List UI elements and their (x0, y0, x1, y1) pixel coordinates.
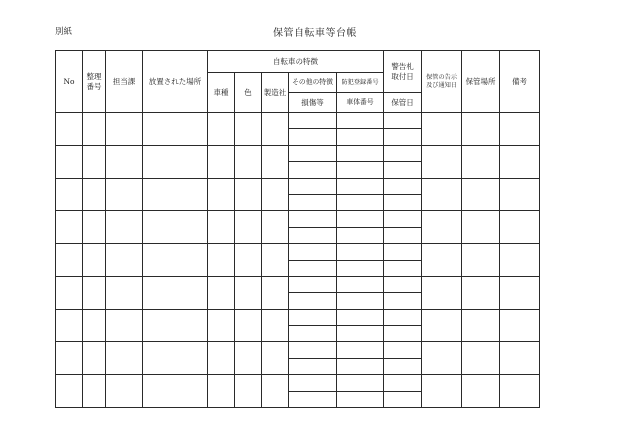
ledger-body (56, 113, 540, 408)
cell-iro[interactable] (235, 342, 262, 375)
cell-keikokufuda[interactable] (384, 276, 422, 292)
cell-shashu[interactable] (208, 244, 235, 277)
cell-bohan-toroku[interactable] (337, 244, 384, 260)
cell-keikokufuda[interactable] (384, 113, 422, 129)
cell-sonsho[interactable] (289, 227, 337, 243)
cell-kokuji[interactable] (422, 375, 462, 408)
cell-shashu[interactable] (208, 309, 235, 342)
cell-tantoka[interactable] (106, 178, 143, 211)
cell-bohan-toroku[interactable] (337, 145, 384, 161)
cell-iro[interactable] (235, 211, 262, 244)
cell-iro[interactable] (235, 276, 262, 309)
cell-seizosha[interactable] (262, 342, 289, 375)
cell-seiri-bango[interactable] (83, 211, 106, 244)
cell-seizosha[interactable] (262, 113, 289, 146)
cell-shatai-bango[interactable] (337, 129, 384, 145)
cell-no[interactable] (56, 342, 83, 375)
cell-bohan-toroku[interactable] (337, 375, 384, 391)
cell-hokan-basho[interactable] (462, 375, 500, 408)
ledger-header (56, 51, 540, 113)
cell-hochi-basho[interactable] (143, 342, 208, 375)
cell-seiri-bango[interactable] (83, 309, 106, 342)
cell-hochi-basho[interactable] (143, 145, 208, 178)
cell-iro[interactable] (235, 244, 262, 277)
header-hokan-basho: 保管場所 (462, 51, 500, 113)
cell-hokanbi[interactable] (384, 326, 422, 342)
cell-shashu[interactable] (208, 113, 235, 146)
cell-bohan-toroku[interactable] (337, 178, 384, 194)
cell-seizosha[interactable] (262, 211, 289, 244)
header-no: No (56, 51, 83, 113)
table-row (56, 309, 540, 325)
cell-bohan-toroku[interactable] (337, 113, 384, 129)
cell-shatai-bango[interactable] (337, 326, 384, 342)
cell-biko[interactable] (500, 309, 540, 342)
cell-hokan-basho[interactable] (462, 342, 500, 375)
table-row (56, 244, 540, 260)
cell-sonota-tokucho[interactable] (289, 211, 337, 227)
cell-biko[interactable] (500, 375, 540, 408)
cell-seizosha[interactable] (262, 178, 289, 211)
cell-biko[interactable] (500, 113, 540, 146)
cell-seizosha[interactable] (262, 244, 289, 277)
cell-kokuji[interactable] (422, 244, 462, 277)
cell-bohan-toroku[interactable] (337, 211, 384, 227)
cell-sonota-tokucho[interactable] (289, 375, 337, 391)
cell-sonota-tokucho[interactable] (289, 244, 337, 260)
header-hokanbi: 保管日 (384, 93, 422, 113)
table-row (56, 211, 540, 227)
cell-tantoka[interactable] (106, 309, 143, 342)
cell-biko[interactable] (500, 276, 540, 309)
cell-hochi-basho[interactable] (143, 375, 208, 408)
cell-hochi-basho[interactable] (143, 244, 208, 277)
header-iro: 色 (235, 73, 262, 113)
cell-shatai-bango[interactable] (337, 358, 384, 374)
table-row (56, 276, 540, 292)
cell-hokanbi[interactable] (384, 129, 422, 145)
cell-iro[interactable] (235, 375, 262, 408)
cell-no[interactable] (56, 309, 83, 342)
cell-kokuji[interactable] (422, 145, 462, 178)
cell-shatai-bango[interactable] (337, 162, 384, 178)
header-hochi-basho: 放置された場所 (143, 51, 208, 113)
cell-keikokufuda[interactable] (384, 309, 422, 325)
bicycle-storage-ledger-table (55, 50, 540, 408)
cell-shatai-bango[interactable] (337, 194, 384, 210)
cell-hokanbi[interactable] (384, 227, 422, 243)
cell-hokan-basho[interactable] (462, 276, 500, 309)
cell-seizosha[interactable] (262, 309, 289, 342)
cell-sonota-tokucho[interactable] (289, 113, 337, 129)
cell-hokan-basho[interactable] (462, 309, 500, 342)
cell-biko[interactable] (500, 211, 540, 244)
table-row (56, 145, 540, 161)
cell-shashu[interactable] (208, 342, 235, 375)
cell-biko[interactable] (500, 145, 540, 178)
cell-biko[interactable] (500, 244, 540, 277)
cell-seizosha[interactable] (262, 375, 289, 408)
cell-sonsho[interactable] (289, 162, 337, 178)
cell-sonota-tokucho[interactable] (289, 309, 337, 325)
cell-sonsho[interactable] (289, 129, 337, 145)
cell-sonsho[interactable] (289, 391, 337, 407)
cell-hochi-basho[interactable] (143, 178, 208, 211)
cell-no[interactable] (56, 113, 83, 146)
cell-seiri-bango[interactable] (83, 145, 106, 178)
cell-keikokufuda[interactable] (384, 342, 422, 358)
cell-hokanbi[interactable] (384, 162, 422, 178)
header-biko: 備考 (500, 51, 540, 113)
cell-shashu[interactable] (208, 375, 235, 408)
cell-hokan-basho[interactable] (462, 211, 500, 244)
cell-keikokufuda[interactable] (384, 178, 422, 194)
cell-iro[interactable] (235, 145, 262, 178)
cell-keikokufuda[interactable] (384, 145, 422, 161)
cell-iro[interactable] (235, 178, 262, 211)
cell-hokan-basho[interactable] (462, 145, 500, 178)
cell-bohan-toroku[interactable] (337, 309, 384, 325)
cell-keikokufuda[interactable] (384, 211, 422, 227)
cell-keikokufuda[interactable] (384, 244, 422, 260)
table-row (56, 342, 540, 358)
cell-hochi-basho[interactable] (143, 309, 208, 342)
cell-tantoka[interactable] (106, 145, 143, 178)
cell-hokan-basho[interactable] (462, 113, 500, 146)
cell-sonsho[interactable] (289, 358, 337, 374)
cell-hokanbi[interactable] (384, 391, 422, 407)
cell-kokuji[interactable] (422, 276, 462, 309)
cell-no[interactable] (56, 178, 83, 211)
cell-biko[interactable] (500, 178, 540, 211)
cell-hokanbi[interactable] (384, 260, 422, 276)
cell-seiri-bango[interactable] (83, 342, 106, 375)
header-bicycle-features: 自転車の特徴 (208, 51, 384, 73)
cell-seiri-bango[interactable] (83, 276, 106, 309)
cell-kokuji[interactable] (422, 113, 462, 146)
cell-seizosha[interactable] (262, 145, 289, 178)
cell-shatai-bango[interactable] (337, 391, 384, 407)
cell-sonota-tokucho[interactable] (289, 276, 337, 292)
cell-hokanbi[interactable] (384, 293, 422, 309)
cell-sonsho[interactable] (289, 326, 337, 342)
cell-no[interactable] (56, 375, 83, 408)
cell-tantoka[interactable] (106, 113, 143, 146)
table-row (56, 375, 540, 391)
cell-kokuji[interactable] (422, 211, 462, 244)
cell-shashu[interactable] (208, 145, 235, 178)
cell-kokuji[interactable] (422, 178, 462, 211)
cell-seiri-bango[interactable] (83, 113, 106, 146)
header-tantoka: 担当課 (106, 51, 143, 113)
cell-hokan-basho[interactable] (462, 178, 500, 211)
cell-bohan-toroku[interactable] (337, 342, 384, 358)
cell-no[interactable] (56, 211, 83, 244)
cell-no[interactable] (56, 244, 83, 277)
cell-hochi-basho[interactable] (143, 113, 208, 146)
cell-sonota-tokucho[interactable] (289, 178, 337, 194)
cell-seiri-bango[interactable] (83, 244, 106, 277)
cell-sonsho[interactable] (289, 194, 337, 210)
corner-label: 別紙 (55, 27, 73, 37)
cell-no[interactable] (56, 145, 83, 178)
cell-biko[interactable] (500, 342, 540, 375)
cell-shashu[interactable] (208, 276, 235, 309)
cell-hokanbi[interactable] (384, 358, 422, 374)
cell-sonota-tokucho[interactable] (289, 145, 337, 161)
cell-kokuji[interactable] (422, 309, 462, 342)
cell-sonota-tokucho[interactable] (289, 342, 337, 358)
cell-shashu[interactable] (208, 178, 235, 211)
cell-bohan-toroku[interactable] (337, 276, 384, 292)
cell-tantoka[interactable] (106, 375, 143, 408)
header-shatai-bango: 車体番号 (337, 93, 384, 113)
header-kokuji: 保管の告示 及び通知日 (422, 51, 462, 113)
table-row (56, 113, 540, 129)
cell-shatai-bango[interactable] (337, 227, 384, 243)
cell-hochi-basho[interactable] (143, 211, 208, 244)
header-bohan-toroku: 防犯登録番号 (337, 73, 384, 93)
cell-iro[interactable] (235, 309, 262, 342)
header-shashu: 車種 (208, 73, 235, 113)
table-row (56, 178, 540, 194)
cell-hokan-basho[interactable] (462, 244, 500, 277)
cell-kokuji[interactable] (422, 342, 462, 375)
cell-shatai-bango[interactable] (337, 260, 384, 276)
cell-tantoka[interactable] (106, 342, 143, 375)
cell-sonsho[interactable] (289, 260, 337, 276)
cell-hochi-basho[interactable] (143, 276, 208, 309)
header-keikokufuda: 警告札 取付日 (384, 51, 422, 93)
header-sonsho: 損傷等 (289, 93, 337, 113)
cell-tantoka[interactable] (106, 211, 143, 244)
cell-iro[interactable] (235, 113, 262, 146)
cell-shashu[interactable] (208, 211, 235, 244)
cell-keikokufuda[interactable] (384, 375, 422, 391)
cell-tantoka[interactable] (106, 244, 143, 277)
header-seiri-bango: 整理 番号 (83, 51, 106, 113)
cell-seizosha[interactable] (262, 276, 289, 309)
cell-seiri-bango[interactable] (83, 178, 106, 211)
document-title: 保管自転車等台帳 (273, 28, 357, 39)
header-sonota-tokucho: その他の特徴 (289, 73, 337, 93)
cell-seiri-bango[interactable] (83, 375, 106, 408)
cell-sonsho[interactable] (289, 293, 337, 309)
cell-hokanbi[interactable] (384, 194, 422, 210)
header-seizosha: 製造社 (262, 73, 289, 113)
cell-shatai-bango[interactable] (337, 293, 384, 309)
cell-no[interactable] (56, 276, 83, 309)
cell-tantoka[interactable] (106, 276, 143, 309)
